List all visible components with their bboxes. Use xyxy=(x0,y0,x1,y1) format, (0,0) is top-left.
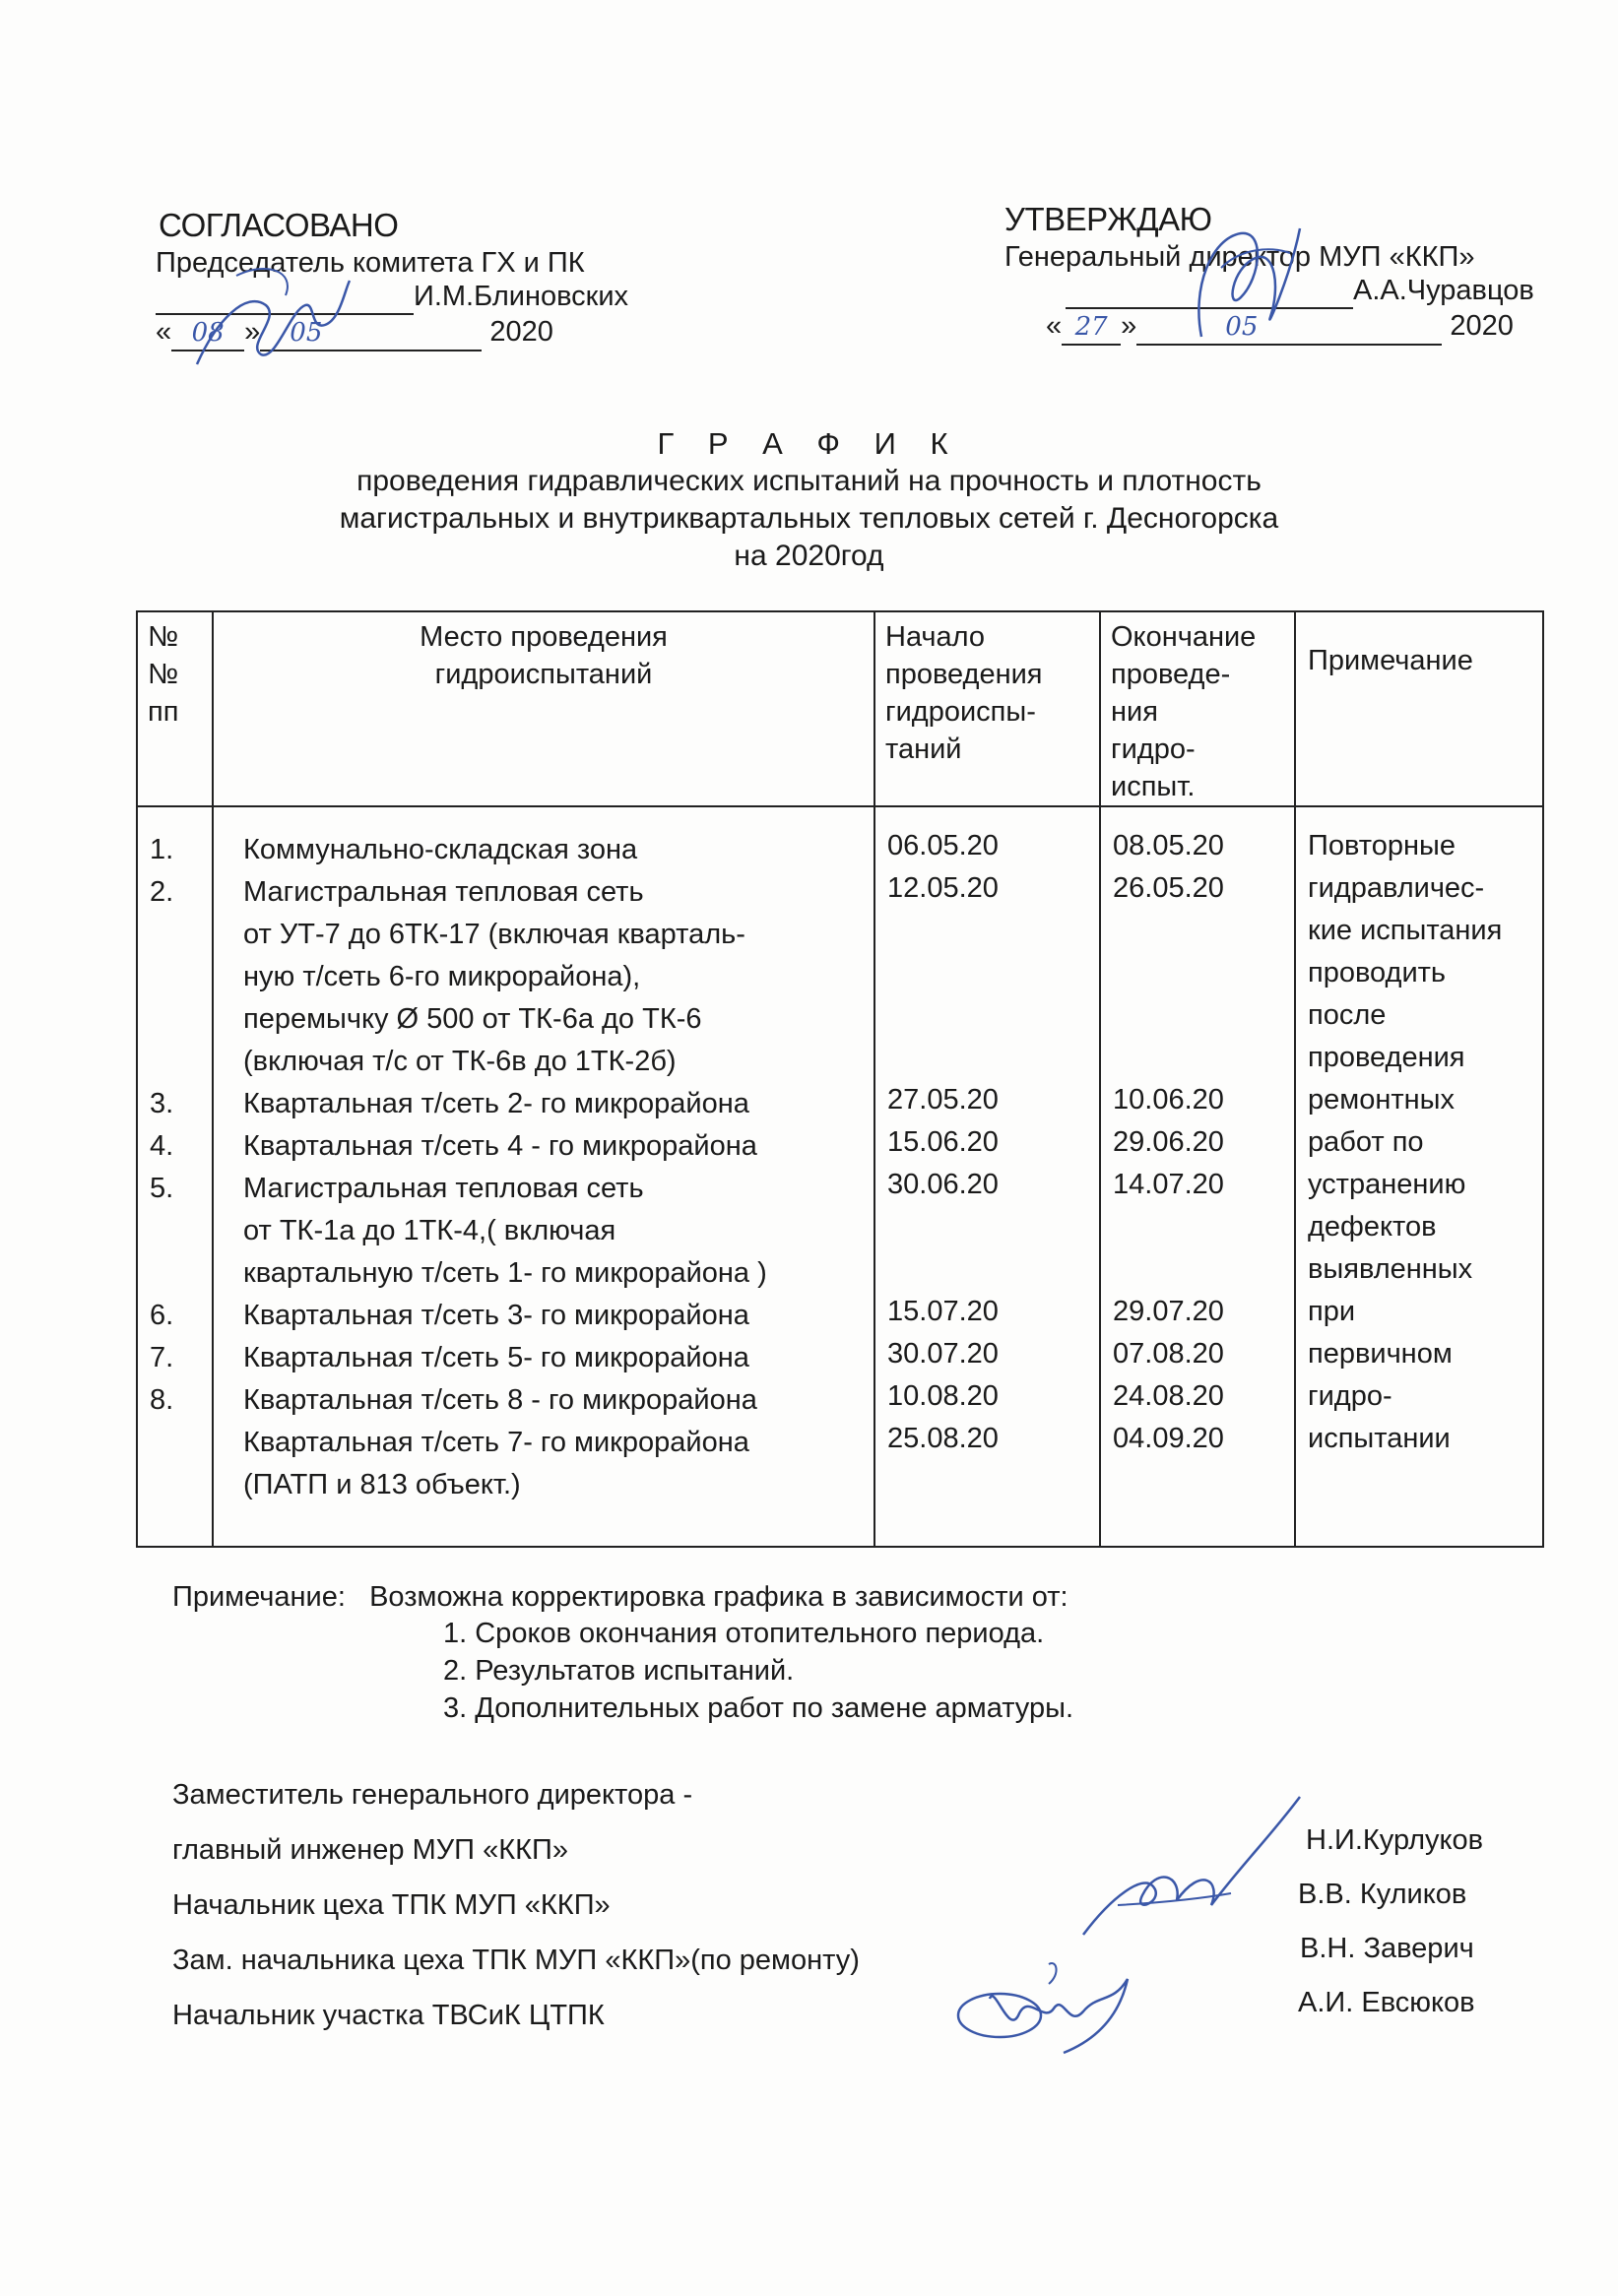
row-end-date: 26.05.20 xyxy=(1113,872,1224,904)
header-start xyxy=(874,611,1100,806)
remark-line: устранению xyxy=(1308,1169,1466,1200)
row-start-date xyxy=(887,1460,1099,1502)
row-number xyxy=(150,914,212,956)
row-start-date: 25.08.20 xyxy=(887,1423,999,1454)
approval-month: 05 xyxy=(260,316,482,351)
table-header-row xyxy=(137,611,1543,806)
remark-line: гидро- xyxy=(1308,1380,1392,1412)
remark-line: проведения xyxy=(1308,1042,1465,1073)
approval-heading: УТВЕРЖДАЮ xyxy=(1004,201,1212,237)
row-end-date: 24.08.20 xyxy=(1113,1380,1224,1412)
note-text: Возможна корректировка графика в зависимости от: xyxy=(369,1581,1068,1613)
header-line: № xyxy=(148,659,179,690)
signatory-position: Зам. начальника цеха ТПК МУП «ККП»(по ремонту) xyxy=(172,1945,860,1976)
header-line: Примечание xyxy=(1308,645,1473,676)
col-place xyxy=(213,806,874,1547)
approval-position: Председатель комитета ГХ и ПК xyxy=(156,247,585,279)
row-place: ную т/сеть 6-го микрорайона), xyxy=(243,961,641,992)
signature-left xyxy=(177,251,374,379)
row-place: Квартальная т/сеть 3- го микрорайона xyxy=(243,1300,749,1331)
col-remark xyxy=(1295,806,1543,1547)
row-start-date: 27.05.20 xyxy=(887,1084,999,1116)
signatories-names xyxy=(1298,1814,1483,2030)
header-line: испыт. xyxy=(1111,771,1196,802)
row-start-date xyxy=(887,994,1099,1037)
row-end-date xyxy=(1113,1248,1294,1291)
signatory-position: главный инженер МУП «ККП» xyxy=(172,1834,568,1866)
header-line: гидроиспы- xyxy=(885,696,1036,728)
row-number xyxy=(150,956,212,998)
row-place: от ТК-1а до 1ТК-4,( включая xyxy=(243,1215,616,1246)
header-line: пп xyxy=(148,696,179,728)
row-start-date xyxy=(887,1037,1099,1079)
row-number: 5. xyxy=(150,1173,174,1204)
document-title xyxy=(0,425,1618,575)
remark-line: ремонтных xyxy=(1308,1084,1455,1116)
header-line: ния xyxy=(1111,696,1158,728)
header-line: проведе- xyxy=(1111,659,1231,690)
col-number xyxy=(137,806,213,1547)
row-end-date: 04.09.20 xyxy=(1113,1423,1224,1454)
approval-year: 2020 xyxy=(1450,310,1514,342)
title-line-1: проведения гидравлических испытаний на прочность и плотность xyxy=(356,465,1262,497)
title-line-2: магистральных и внутриквартальных тепловых сетей г. Десногорска xyxy=(339,502,1279,535)
header-line: таний xyxy=(885,733,962,765)
remark-line: Повторные xyxy=(1308,830,1456,861)
row-start-date: 30.06.20 xyxy=(887,1169,999,1200)
header-remark xyxy=(1295,611,1543,806)
remark-line: испытании xyxy=(1308,1423,1451,1454)
header-end xyxy=(1100,611,1295,806)
note-item: 1. Сроков окончания отопительного периода. xyxy=(443,1618,1045,1649)
row-place: Коммунально-складская зона xyxy=(243,834,638,865)
row-start-date: 30.07.20 xyxy=(887,1338,999,1370)
approval-name: И.М.Блиновских xyxy=(414,281,629,312)
row-number: 7. xyxy=(150,1342,174,1373)
approval-day: 27 xyxy=(1062,310,1121,346)
approval-day: 08 xyxy=(171,316,244,351)
approval-name: А.А.Чуравцов xyxy=(1353,275,1534,306)
signatory-name: В.В. Куликов xyxy=(1298,1879,1467,1910)
header-line: Начало xyxy=(885,621,986,653)
row-number xyxy=(150,1041,212,1083)
header-line: Место проведения xyxy=(420,621,668,653)
approval-month: 05 xyxy=(1136,310,1442,346)
header-place xyxy=(213,611,874,806)
schedule-table xyxy=(136,610,1544,1548)
note-item: 2. Результатов испытаний. xyxy=(443,1655,795,1687)
signatory-name: В.Н. Заверич xyxy=(1300,1933,1474,1964)
header-line: Окончание xyxy=(1111,621,1257,653)
row-end-date: 08.05.20 xyxy=(1113,830,1224,861)
row-place: от УТ-7 до 6ТК-17 (включая кварталь- xyxy=(243,919,745,950)
row-end-date xyxy=(1113,910,1294,952)
approval-position: Генеральный директор МУП «ККП» xyxy=(1004,241,1475,273)
row-number xyxy=(150,1464,212,1506)
col-end xyxy=(1100,806,1295,1547)
note-block xyxy=(172,1579,1073,1727)
signatory-position: Заместитель генерального директора - xyxy=(172,1779,693,1811)
header-line: гидроиспытаний xyxy=(434,659,653,690)
row-number xyxy=(150,1422,212,1464)
approval-date-line: « 27 » 05 2020 xyxy=(1004,309,1534,346)
row-place: Квартальная т/сеть 5- го микрорайона xyxy=(243,1342,749,1373)
row-end-date xyxy=(1113,1206,1294,1248)
remark-line: гидравличес- xyxy=(1308,872,1485,904)
row-number: 2. xyxy=(150,876,174,908)
header-line: проведения xyxy=(885,659,1043,690)
row-place: (ПАТП и 813 объект.) xyxy=(243,1469,521,1500)
title-line-3: на 2020год xyxy=(734,540,884,572)
row-number: 8. xyxy=(150,1384,174,1416)
row-end-date xyxy=(1113,1037,1294,1079)
header-number xyxy=(137,611,213,806)
row-end-date: 29.06.20 xyxy=(1113,1126,1224,1158)
remark-line: кие испытания xyxy=(1308,915,1503,946)
row-start-date xyxy=(887,1248,1099,1291)
signature-right xyxy=(1172,209,1320,356)
remark-line: первичном xyxy=(1308,1338,1453,1370)
remark-line: после xyxy=(1308,999,1387,1031)
signatory-name: А.И. Евсюков xyxy=(1298,1987,1475,2018)
row-place: Квартальная т/сеть 7- го микрорайона xyxy=(243,1427,749,1458)
remark-line: проводить xyxy=(1308,957,1447,989)
row-start-date: 12.05.20 xyxy=(887,872,999,904)
row-end-date xyxy=(1113,994,1294,1037)
signatory-position: Начальник участка ТВСиК ЦТПК xyxy=(172,2000,605,2031)
signatory-name: Н.И.Курлуков xyxy=(1306,1824,1484,1856)
row-number xyxy=(150,1210,212,1252)
row-start-date: 15.06.20 xyxy=(887,1126,999,1158)
row-start-date: 06.05.20 xyxy=(887,830,999,861)
row-place: квартальную т/сеть 1- го микрорайона ) xyxy=(243,1257,767,1289)
row-place: перемычку Ø 500 от ТК-6а до ТК-6 xyxy=(243,1003,702,1035)
row-start-date xyxy=(887,1206,1099,1248)
note-item: 3. Дополнительных работ по замене арматуры. xyxy=(443,1692,1074,1724)
remark-line: дефектов xyxy=(1308,1211,1437,1243)
row-end-date: 14.07.20 xyxy=(1113,1169,1224,1200)
row-end-date xyxy=(1113,1460,1294,1502)
header-line: гидро- xyxy=(1111,733,1196,765)
row-end-date xyxy=(1113,952,1294,994)
col-start xyxy=(874,806,1100,1547)
row-end-date: 10.06.20 xyxy=(1113,1084,1224,1116)
row-place: Квартальная т/сеть 4 - го микрорайона xyxy=(243,1130,757,1162)
approval-year: 2020 xyxy=(489,316,553,348)
row-number xyxy=(150,1252,212,1295)
table-body-row xyxy=(137,806,1543,1547)
row-number xyxy=(150,998,212,1041)
remark-line: работ по xyxy=(1308,1126,1424,1158)
row-number: 3. xyxy=(150,1088,174,1119)
row-start-date: 10.08.20 xyxy=(887,1380,999,1412)
row-end-date: 07.08.20 xyxy=(1113,1338,1224,1370)
row-number: 1. xyxy=(150,834,174,865)
row-number: 4. xyxy=(150,1130,174,1162)
row-end-date: 29.07.20 xyxy=(1113,1296,1224,1327)
approval-heading: СОГЛАСОВАНО xyxy=(159,207,399,243)
row-start-date xyxy=(887,910,1099,952)
signatories-positions xyxy=(172,1767,860,2043)
row-start-date xyxy=(887,952,1099,994)
row-number: 6. xyxy=(150,1300,174,1331)
signature-section-head xyxy=(950,1945,1167,2063)
approval-date-line: « 08 » 05 2020 xyxy=(156,315,628,351)
signatory-position: Начальник цеха ТПК МУП «ККП» xyxy=(172,1889,611,1921)
row-place: Магистральная тепловая сеть xyxy=(243,876,644,908)
row-place: Магистральная тепловая сеть xyxy=(243,1173,644,1204)
row-place: Квартальная т/сеть 2- го микрорайона xyxy=(243,1088,749,1119)
remark-line: выявленных xyxy=(1308,1253,1473,1285)
row-place: (включая т/с от ТК-6в до 1ТК-2б) xyxy=(243,1046,677,1077)
header-line: № xyxy=(148,621,179,653)
signature-engineer xyxy=(1073,1787,1310,1945)
row-start-date: 15.07.20 xyxy=(887,1296,999,1327)
title-word: Г Р А Ф И К xyxy=(657,426,961,461)
note-label: Примечание: xyxy=(172,1581,346,1613)
remark-line: при xyxy=(1308,1296,1356,1327)
row-place: Квартальная т/сеть 8 - го микрорайона xyxy=(243,1384,757,1416)
